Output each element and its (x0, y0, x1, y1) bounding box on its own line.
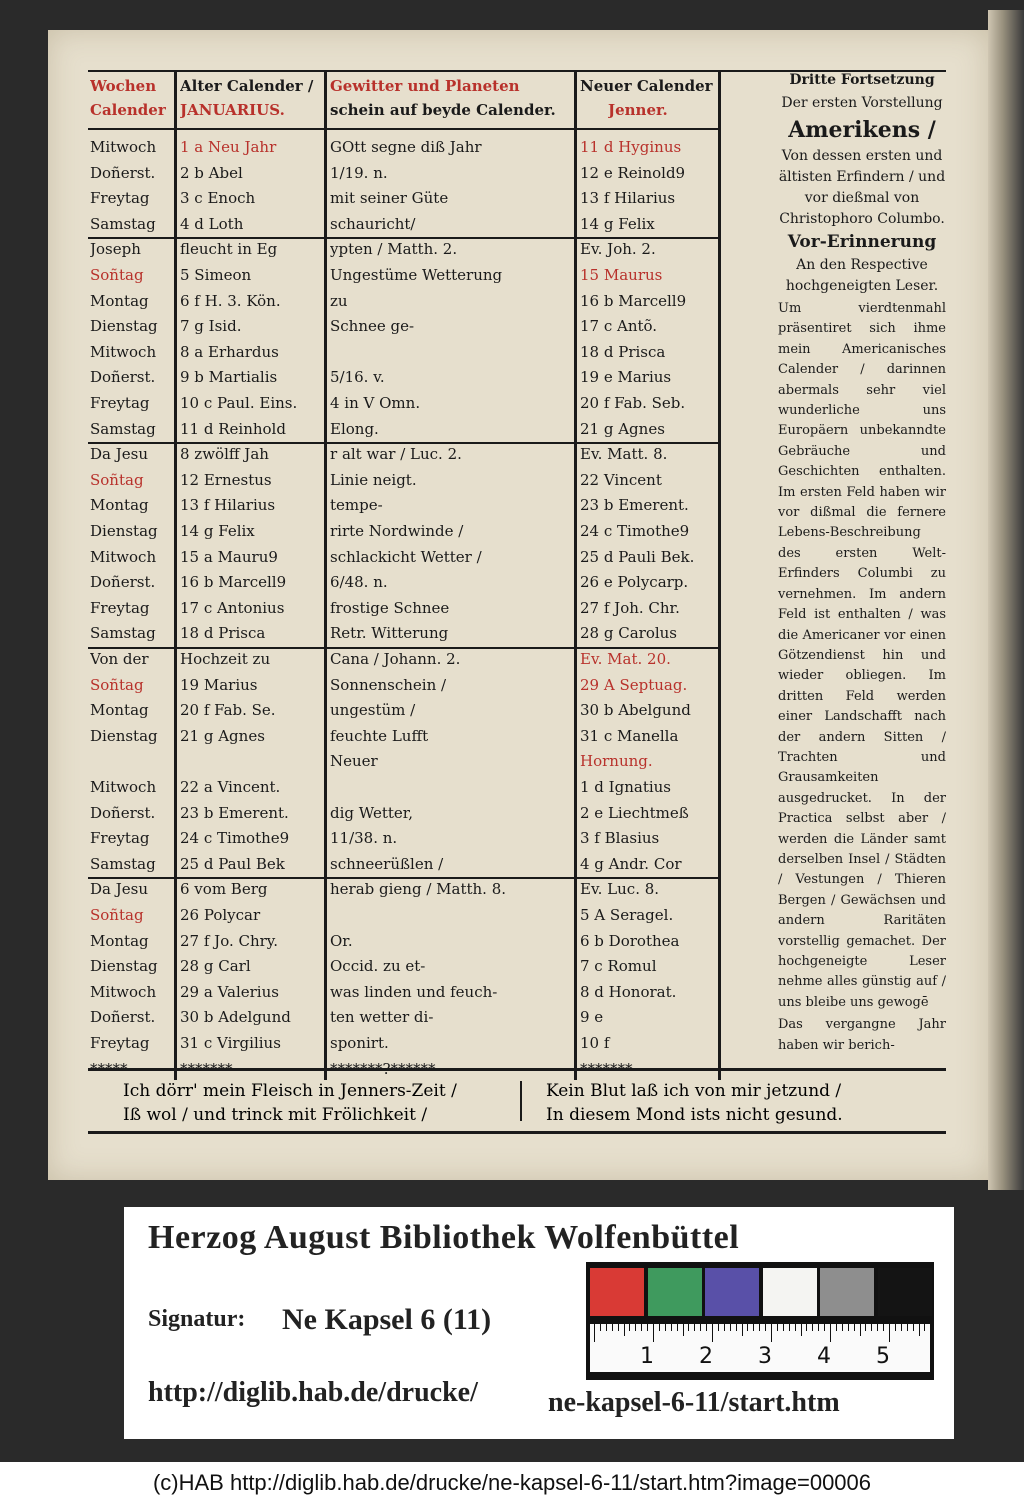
calendar-cell-n: 2 e Liechtmeß (580, 803, 689, 822)
calendar-cell-o: Hochzeit zu (180, 650, 271, 668)
library-card (124, 1207, 954, 1439)
grid-rule (324, 70, 327, 1080)
ruler-tick (635, 1324, 636, 1331)
header-new-1: Neuer Calender (580, 77, 713, 95)
calendar-cell-x: frostige Schnee (330, 598, 450, 617)
calendar-cell-n: 23 b Emerent. (580, 496, 689, 515)
ruler-tick (795, 1324, 796, 1331)
week-divider-rule (88, 237, 718, 239)
calendar-cell-w: Von der (90, 650, 149, 668)
ruler-tick (653, 1324, 654, 1342)
ruler-tick (830, 1324, 831, 1342)
calendar-cell-o: 2 b Abel (180, 163, 243, 182)
calendar-cell-o: 15 a Mauru9 (180, 547, 278, 566)
calendar-grid (88, 70, 946, 1080)
signature-label: Signatur: (148, 1306, 246, 1332)
signature-value: Ne Kapsel 6 (11) (282, 1303, 492, 1336)
ruler-tick (677, 1324, 678, 1331)
verse-left-line-1: Ich dörr' mein Fleisch in Jenners-Zeit / (123, 1081, 457, 1101)
calendar-cell-o: 8 zwölff Jah (180, 445, 269, 464)
calendar-cell-x: mit seiner Güte (330, 189, 449, 208)
calendar-cell-w: Dienstag (90, 726, 158, 745)
calendar-cell-x: ten wetter di- (330, 1008, 434, 1027)
calendar-cell-w: Doñerst. (90, 1008, 156, 1027)
ruler-tick (641, 1324, 642, 1331)
ruler-tick (600, 1324, 601, 1331)
calendar-cell-n: 15 Maurus (580, 266, 663, 284)
ruler-tick (913, 1324, 914, 1331)
calendar-cell-w: Mitwoch (90, 778, 157, 796)
calendar-cell-x: Elong. (330, 419, 379, 438)
verse-right-line-1: Kein Blut laß ich von mir jetzund / (546, 1081, 842, 1101)
calendar-cell-o: 25 d Paul Bek (180, 854, 285, 873)
calendar-cell-n: ******* (580, 1059, 633, 1078)
calendar-cell-w: Soñtag (90, 470, 144, 489)
header-weather-2: schein auf beyde Calender. (330, 101, 556, 119)
color-swatch (820, 1268, 874, 1316)
grid-rule (574, 70, 577, 1080)
calendar-cell-n: Ev. Luc. 8. (580, 880, 660, 899)
side-intro: Von dessen ersten und ältisten Erfindern / und vor dießmal von Christophoro Columbo. (778, 148, 946, 227)
calendar-cell-x: Occid. zu et- (330, 957, 426, 976)
calendar-cell-w: Freytag (90, 829, 150, 848)
calendar-cell-o: 14 g Felix (180, 522, 255, 540)
calendar-cell-o: 8 a Erhardus (180, 342, 279, 361)
ruler-tick (706, 1324, 707, 1331)
calendar-cell-n: 5 A Seragel. (580, 906, 674, 924)
calendar-cell-x: 1/19. n. (330, 163, 388, 182)
ruler-tick (747, 1324, 748, 1331)
ruler-tick (871, 1324, 872, 1331)
calendar-cell-n: Ev. Mat. 20. (580, 650, 671, 668)
ruler-tick (759, 1324, 760, 1331)
scale-ruler (586, 1320, 934, 1380)
ruler-tick (842, 1324, 843, 1331)
calendar-cell-o: 26 Polycar (180, 906, 261, 924)
calendar-cell-n: Ev. Matt. 8. (580, 445, 668, 464)
ruler-tick (865, 1324, 866, 1331)
ruler-number: 3 (758, 1344, 772, 1369)
calendar-cell-n: 27 f Joh. Chr. (580, 598, 680, 617)
calendar-cell-o: ******* (180, 1059, 233, 1078)
calendar-cell-x: 11/38. n. (330, 829, 398, 848)
ruler-tick (801, 1324, 802, 1336)
ruler-tick (895, 1324, 896, 1331)
book-spine (988, 10, 1024, 1190)
calendar-cell-o: 22 a Vincent. (180, 778, 281, 796)
calendar-cell-x: schauricht/ (330, 214, 416, 233)
ruler-tick (700, 1324, 701, 1331)
calendar-cell-o: 13 f Hilarius (180, 496, 276, 515)
ruler-tick (901, 1324, 902, 1331)
calendar-cell-o: 9 b Martialis (180, 368, 278, 387)
color-swatch (705, 1268, 759, 1316)
ruler-tick (836, 1324, 837, 1331)
calendar-cell-x: zu (330, 291, 348, 310)
ruler-tick (771, 1324, 772, 1342)
calendar-cell-w: Montag (90, 291, 149, 310)
calendar-cell-x: dig Wetter, (330, 803, 414, 822)
ruler-tick (777, 1324, 778, 1331)
ruler-tick (629, 1324, 630, 1331)
url-base: http://diglib.hab.de/drucke/ (148, 1377, 478, 1408)
calendar-cell-n: 18 d Prisca (580, 342, 666, 361)
ruler-tick (924, 1324, 925, 1331)
ruler-tick (854, 1324, 855, 1331)
calendar-cell-x: Retr. Witterung (330, 624, 449, 643)
calendar-cell-n: 25 d Pauli Bek. (580, 547, 695, 566)
verse-left (123, 1079, 457, 1127)
color-calibration-strip (586, 1262, 934, 1320)
grid-rule (174, 70, 177, 1080)
side-heading-2: Der ersten Vorstellung (781, 95, 943, 111)
side-heading-1: Dritte Fortsetzung (789, 72, 935, 88)
calendar-cell-o: 19 Marius (180, 675, 258, 694)
calendar-cell-w: ***** (90, 1059, 128, 1078)
copyright-caption: (c)HAB http://diglib.hab.de/drucke/ne-kapsel-6-11/start.htm?image=00006 (0, 1462, 1024, 1503)
url-path: ne-kapsel-6-11/start.htm (548, 1387, 840, 1418)
ruler-tick (612, 1324, 613, 1331)
ruler-number: 4 (817, 1344, 831, 1369)
calendar-cell-n: 30 b Abelgund (580, 701, 691, 720)
calendar-cell-o: 11 d Reinhold (180, 419, 286, 438)
ruler-tick (647, 1324, 648, 1331)
verse-divider (520, 1081, 522, 1121)
ruler-number: 5 (876, 1344, 890, 1369)
ruler-tick (889, 1324, 890, 1342)
calendar-cell-w: Montag (90, 701, 149, 720)
calendar-cell-w: Soñtag (90, 675, 144, 694)
calendar-cell-x: was linden und feuch- (330, 982, 498, 1001)
calendar-cell-x: *******?****** (330, 1059, 436, 1078)
calendar-cell-n: 12 e Reinold9 (580, 163, 686, 182)
verse-right-line-2: In diesem Mond ists nicht gesund. (546, 1105, 843, 1125)
calendar-cell-o: 3 c Enoch (180, 189, 256, 208)
calendar-cell-n: 11 d Hyginus (580, 138, 682, 156)
calendar-cell-x: tempe- (330, 496, 383, 515)
grid-header-rule (88, 128, 718, 130)
header-weather-1: Gewitter und Planeten (330, 77, 520, 95)
calendar-cell-o: 6 f H. 3. Kön. (180, 291, 281, 310)
calendar-cell-n: 20 f Fab. Seb. (580, 394, 686, 412)
calendar-cell-w: Da Jesu (90, 445, 148, 464)
calendar-cell-o: 7 g Isid. (180, 317, 242, 336)
calendar-cell-w: Montag (90, 496, 149, 515)
color-swatch (648, 1268, 702, 1316)
calendar-cell-x: feuchte Lufft (330, 726, 429, 745)
calendar-cell-n: 4 g Andr. Cor (580, 854, 682, 873)
ruler-tick (736, 1324, 737, 1331)
calendar-cell-n: 16 b Marcell9 (580, 291, 687, 310)
grid-rule (718, 70, 721, 1080)
side-subheading-1: Vor-Erinnerung (787, 232, 937, 252)
ruler-tick (753, 1324, 754, 1331)
calendar-cell-o: 31 c Virgilius (180, 1034, 281, 1052)
ruler-tick (724, 1324, 725, 1331)
calendar-cell-x: Or. (330, 931, 353, 950)
color-swatch (878, 1268, 932, 1316)
calendar-cell-x: sponirt. (330, 1034, 389, 1052)
calendar-cell-x: Linie neigt. (330, 470, 417, 489)
calendar-cell-n: 24 c Timothe9 (580, 522, 690, 540)
calendar-cell-x: r alt war / Luc. 2. (330, 445, 462, 464)
calendar-cell-w: Mitwoch (90, 982, 157, 1001)
ruler-tick (671, 1324, 672, 1331)
ruler-tick (730, 1324, 731, 1331)
calendar-cell-w: Dienstag (90, 522, 158, 540)
verse-right (546, 1079, 843, 1127)
side-body-2: Das vergangne Jahr haben wir berich- (778, 1017, 946, 1053)
side-subheading-2: An den Respective hochgeneigten Leser. (785, 257, 939, 294)
calendar-cell-o: 5 Simeon (180, 266, 252, 284)
side-body-1: Um vierdtenmahl präsentiret sich ihme mein Americanisches Calender / darinnen abermals sehr viel wunderliche uns Europäern unbekanndte Gebräuche und Geschichten enthalten. Im ersten Feld haben wir vor dißmal die fernere Lebens-Beschreibung des ersten Welt-Erfinders Columbi zu vernehmen. Im andern Feld ist enthalten / was die Americaner vor einen Götzendienst hin und wieder obliegen. Im dritten Feld werden einer Landschafft nach der andern Sitten / Trachten und Grausamkeiten ausgedrucket. In der Practica selbst aber / werden die Länder samt derselben Insel / Städten / Vestungen / Thieren Bergen / Gewächsen und andern Raritäten vorstellig gemachet. Der hochgeneigte Leser nehme alles günstig auf / uns bleibe uns gewogē (778, 301, 946, 1010)
ruler-number: 1 (640, 1344, 654, 1369)
calendar-cell-o: 12 Ernestus (180, 470, 272, 489)
week-divider-rule (88, 877, 718, 879)
header-old-1: Alter Calender / (180, 77, 314, 95)
calendar-cell-n: 31 c Manella (580, 726, 679, 745)
calendar-cell-w: Mitwoch (90, 138, 157, 156)
calendar-cell-n: 6 b Dorothea (580, 931, 680, 950)
calendar-cell-w: Doñerst. (90, 803, 156, 822)
calendar-cell-n: Hornung. (580, 752, 653, 771)
calendar-cell-n: 8 d Honorat. (580, 982, 677, 1001)
calendar-cell-o: 21 g Agnes (180, 726, 265, 745)
ruler-tick (818, 1324, 819, 1331)
calendar-cell-x: Neuer (330, 752, 378, 771)
calendar-cell-w: Soñtag (90, 906, 144, 924)
ruler-tick (659, 1324, 660, 1331)
calendar-cell-w: Da Jesu (90, 880, 148, 899)
calendar-cell-n: 19 e Marius (580, 368, 672, 387)
calendar-cell-o: 24 c Timothe9 (180, 829, 290, 848)
calendar-cell-o: 27 f Jo. Chry. (180, 931, 279, 950)
calendar-cell-n: 28 g Carolus (580, 624, 678, 643)
calendar-cell-w: Freytag (90, 598, 150, 617)
week-divider-rule (88, 442, 718, 444)
ruler-tick (718, 1324, 719, 1331)
ruler-tick (765, 1324, 766, 1331)
side-text-column (778, 70, 946, 1070)
calendar-cell-n: 17 c Antõ. (580, 317, 658, 336)
ruler-tick (694, 1324, 695, 1331)
calendar-cell-o: 23 b Emerent. (180, 803, 289, 822)
calendar-cell-n: 21 g Agnes (580, 419, 665, 438)
calendar-cell-n: 1 d Ignatius (580, 778, 671, 796)
calendar-cell-w: Samstag (90, 854, 156, 873)
calendar-cell-w: Montag (90, 931, 149, 950)
ruler-tick (783, 1324, 784, 1331)
side-title: Amerikens / (788, 117, 936, 143)
ruler-tick (712, 1324, 713, 1342)
verse-box (88, 1068, 946, 1134)
calendar-cell-w: Joseph (90, 240, 141, 259)
ruler-tick (848, 1324, 849, 1331)
calendar-cell-n: Ev. Joh. 2. (580, 240, 656, 259)
ruler-tick (883, 1324, 884, 1331)
calendar-cell-o: 28 g Carl (180, 957, 251, 976)
calendar-cell-w: Freytag (90, 394, 150, 412)
ruler-face (590, 1324, 930, 1372)
calendar-cell-o: 6 vom Berg (180, 880, 268, 899)
color-swatch (763, 1268, 817, 1316)
ruler-tick (812, 1324, 813, 1331)
calendar-cell-w: Freytag (90, 189, 150, 208)
ruler-tick (806, 1324, 807, 1331)
calendar-cell-w: Samstag (90, 624, 156, 643)
calendar-cell-w: Samstag (90, 214, 156, 233)
color-swatch (590, 1268, 644, 1316)
calendar-cell-x: 4 in V Omn. (330, 394, 421, 412)
calendar-cell-w: Dienstag (90, 957, 158, 976)
calendar-cell-n: 22 Vincent (580, 470, 662, 489)
calendar-cell-w: Dienstag (90, 317, 158, 336)
ruler-tick (789, 1324, 790, 1331)
calendar-cell-x: rirte Nordwinde / (330, 522, 464, 540)
header-new-2: Jenner. (608, 101, 668, 119)
ruler-number: 2 (699, 1344, 713, 1369)
calendar-cell-w: Samstag (90, 419, 156, 438)
calendar-cell-n: 13 f Hilarius (580, 189, 676, 208)
calendar-cell-o: 1 a Neu Jahr (180, 138, 277, 156)
calendar-cell-x: Cana / Johann. 2. (330, 650, 461, 668)
calendar-cell-x: Schnee ge- (330, 317, 415, 336)
calendar-page (48, 30, 988, 1180)
calendar-cell-o: 16 b Marcell9 (180, 573, 287, 592)
ruler-tick (824, 1324, 825, 1331)
calendar-cell-o: fleucht in Eg (180, 240, 278, 259)
calendar-cell-x: Sonnenschein / (330, 675, 447, 694)
calendar-cell-x: Ungestüme Wetterung (330, 266, 503, 284)
ruler-tick (618, 1324, 619, 1331)
calendar-cell-o: 29 a Valerius (180, 982, 279, 1001)
header-week-2: Calender (90, 101, 166, 119)
calendar-cell-x: 5/16. v. (330, 368, 385, 387)
ruler-tick (665, 1324, 666, 1331)
calendar-cell-x: 6/48. n. (330, 573, 388, 592)
verse-left-line-2: Iß wol / und trinck mit Frölichkeit / (123, 1105, 428, 1125)
calendar-cell-n: 10 f (580, 1034, 610, 1052)
calendar-cell-x: ypten / Matth. 2. (330, 240, 458, 259)
ruler-tick (860, 1324, 861, 1336)
calendar-cell-o: 4 d Loth (180, 214, 244, 233)
ruler-tick (877, 1324, 878, 1331)
header-old-2: JANUARIUS. (180, 101, 285, 119)
ruler-tick (594, 1324, 595, 1342)
week-divider-rule (88, 647, 718, 649)
ruler-tick (683, 1324, 684, 1336)
calendar-cell-n: 14 g Felix (580, 214, 655, 233)
ruler-tick (606, 1324, 607, 1331)
calendar-cell-o: 30 b Adelgund (180, 1008, 291, 1027)
calendar-cell-o: 17 c Antonius (180, 598, 285, 617)
header-week-1: Wochen (90, 77, 157, 95)
calendar-cell-x: GOtt segne diß Jahr (330, 138, 482, 156)
calendar-cell-n: 3 f Blasius (580, 829, 660, 848)
ruler-tick (907, 1324, 908, 1331)
calendar-cell-w: Doñerst. (90, 573, 156, 592)
calendar-cell-n: 29 A Septuag. (580, 675, 688, 694)
ruler-tick (688, 1324, 689, 1331)
calendar-cell-w: Mitwoch (90, 342, 157, 361)
ruler-tick (919, 1324, 920, 1336)
calendar-cell-x: schlackicht Wetter / (330, 547, 482, 566)
calendar-cell-o: 20 f Fab. Se. (180, 701, 276, 720)
calendar-cell-n: 7 c Romul (580, 957, 657, 976)
calendar-cell-x: herab gieng / Matth. 8. (330, 880, 507, 899)
calendar-cell-n: 9 e (580, 1008, 604, 1027)
library-title: Herzog August Bibliothek Wolfenbüttel (148, 1219, 740, 1256)
calendar-cell-w: Doñerst. (90, 163, 156, 182)
calendar-cell-w: Freytag (90, 1034, 150, 1052)
calendar-cell-x: schneerüßlen / (330, 854, 444, 873)
calendar-cell-w: Soñtag (90, 266, 144, 284)
ruler-tick (624, 1324, 625, 1336)
calendar-cell-o: 10 c Paul. Eins. (180, 394, 298, 412)
calendar-cell-n: 26 e Polycarp. (580, 573, 689, 592)
calendar-cell-o: 18 d Prisca (180, 624, 266, 643)
ruler-tick (742, 1324, 743, 1336)
calendar-cell-x: ungestüm / (330, 701, 416, 720)
calendar-cell-w: Doñerst. (90, 368, 156, 387)
calendar-cell-w: Mitwoch (90, 547, 157, 566)
